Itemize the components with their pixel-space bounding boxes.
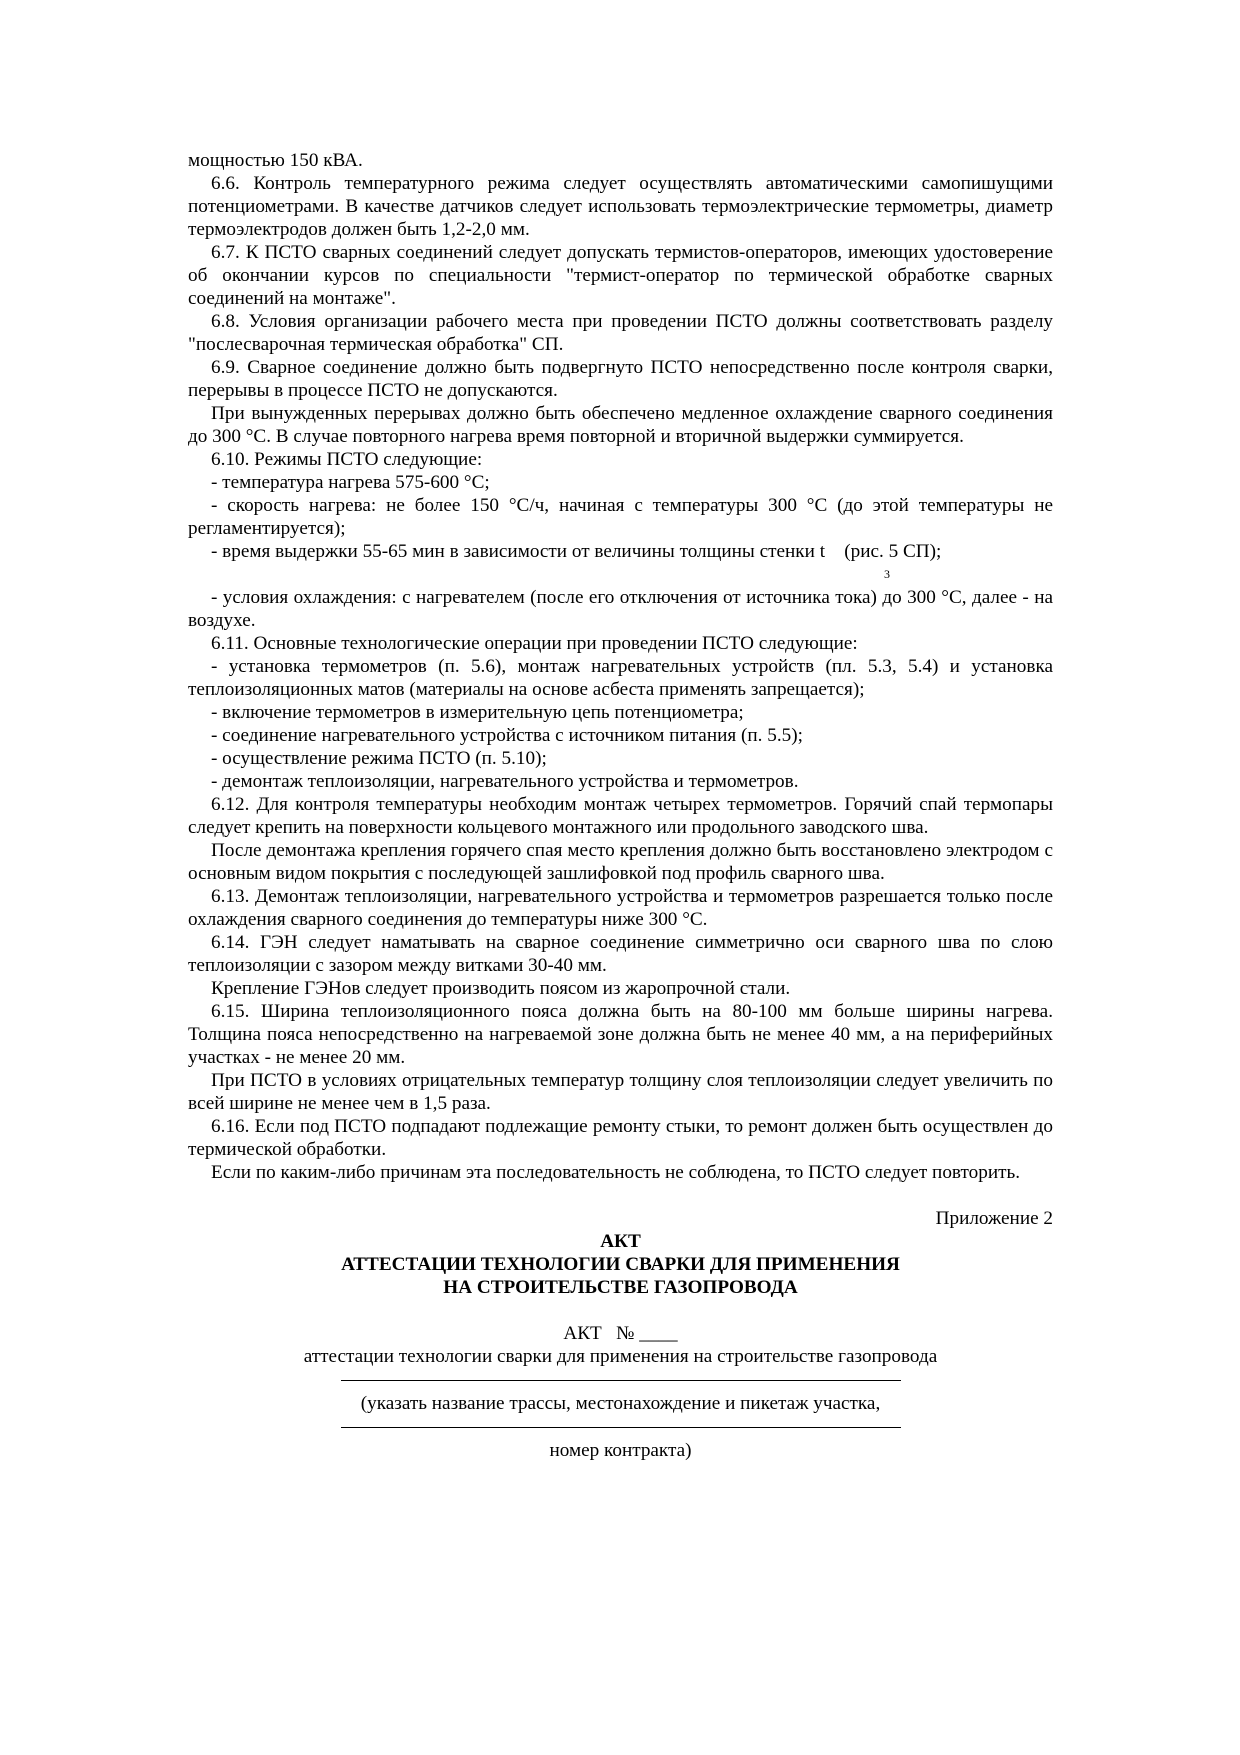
paragraph: При ПСТО в условиях отрицательных температур толщину слоя теплоизоляции следует увеличить по всей ширине не менее чем в 1,5 раза. (188, 1070, 1053, 1114)
paragraph: 6.6. Контроль температурного режима следует осуществлять автоматическими самопишущими потенциометрами. В качестве датчиков следует использовать термоэлектрические термометры, диаметр термоэлектродов должен быть 1,2-2,0 мм. (188, 173, 1053, 240)
paragraph: - демонтаж теплоизоляции, нагревательного устройства и термометров. (211, 771, 799, 792)
act-title-line-1: АТТЕСТАЦИИ ТЕХНОЛОГИИ СВАРКИ ДЛЯ ПРИМЕНЕНИЯ (341, 1254, 900, 1275)
paragraph: 6.16. Если под ПСТО подпадают подлежащие ремонту стыки, то ремонт должен быть осуществлен до термической обработки. (188, 1116, 1053, 1160)
paragraph: мощностью 150 кВА. (188, 150, 363, 171)
fill-in-line (341, 1379, 901, 1381)
paragraph: - соединение нагревательного устройства с источником питания (п. 5.5); (211, 725, 803, 746)
paragraph: - температура нагрева 575-600 °С; (211, 472, 490, 493)
hint-line-1: (указать название трассы, местонахождение и пикетаж участка, (360, 1393, 881, 1414)
spacer (188, 1299, 1053, 1322)
paragraph: - скорость нагрева: не более 150 °С/ч, начиная с температуры 300 °С (до этой температуры не регламентируется); (188, 495, 1053, 539)
spacer (188, 1184, 1053, 1207)
paragraph: - условия охлаждения: с нагревателем (после его отключения от источника тока) до 300 °С, далее - на воздухе. (188, 587, 1053, 631)
appendix-label: Приложение 2 (935, 1208, 1053, 1229)
paragraph: После демонтажа крепления горячего спая место крепления должно быть восстановлено электродом с основным видом покрытия с последующей зашлифовкой под профиль сварного шва. (188, 840, 1053, 884)
act-heading: АКТ (600, 1231, 641, 1252)
paragraph: 6.13. Демонтаж теплоизоляции, нагревательного устройства и термометров разрешается только после охлаждения сварного соединения до температуры ниже 300 °С. (188, 886, 1053, 930)
paragraph: Если по каким-либо причинам эта последовательность не соблюдена, то ПСТО следует повторить. (211, 1162, 1021, 1183)
subscript-index: 3 (884, 567, 890, 581)
paragraph: - установка термометров (п. 5.6), монтаж нагревательных устройств (пл. 5.3, 5.4) и установка теплоизоляционных матов (материалы на основе асбеста применять запрещается); (188, 656, 1053, 700)
act-title-line-2: НА СТРОИТЕЛЬСТВЕ ГАЗОПРОВОДА (443, 1277, 798, 1298)
act-subtitle: аттестации технологии сварки для применения на строительстве газопровода (303, 1346, 938, 1367)
act-number: АКТ № ____ (563, 1323, 678, 1344)
paragraph: 6.10. Режимы ПСТО следующие: (211, 449, 483, 470)
paragraph: Крепление ГЭНов следует производить поясом из жаропрочной стали. (211, 978, 791, 999)
hint-line-2: номер контракта) (549, 1440, 692, 1461)
paragraph: 6.8. Условия организации рабочего места при проведении ПСТО должны соответствовать разделу "послесварочная термическая обработка" СП. (188, 311, 1053, 355)
paragraph: - осуществление режима ПСТО (п. 5.10); (211, 748, 547, 769)
paragraph: 6.14. ГЭН следует наматывать на сварное соединение симметрично оси сварного шва по слою теплоизоляции с зазором между витками 30-40 мм. (188, 932, 1053, 976)
paragraph: - включение термометров в измерительную цепь потенциометра; (211, 702, 744, 723)
paragraph: 6.12. Для контроля температуры необходим монтаж четырех термометров. Горячий спай термопары следует крепить на поверхности кольцевого монтажного или продольного заводского шва. (188, 794, 1053, 838)
fill-in-line (341, 1426, 901, 1428)
document-body (188, 149, 1053, 1462)
paragraph: 6.11. Основные технологические операции при проведении ПСТО следующие: (211, 633, 858, 654)
paragraph: 6.9. Сварное соединение должно быть подвергнуто ПСТО непосредственно после контроля сварки, перерывы в процессе ПСТО не допускаются. (188, 357, 1053, 401)
paragraph: 6.7. К ПСТО сварных соединений следует допускать термистов-операторов, имеющих удостоверение об окончании курсов по специальности "термист-оператор по термической обработке сварных соединений на монтаже". (188, 242, 1053, 309)
paragraph: - время выдержки 55-65 мин в зависимости от величины толщины стенки t (рис. 5 СП); (211, 541, 942, 562)
paragraph: 6.15. Ширина теплоизоляционного пояса должна быть на 80-100 мм больше ширины нагрева. Толщина пояса непосредственно на нагреваемой зоне должна быть не менее 40 мм, а на периферийных участках - не менее 20 мм. (188, 1001, 1053, 1068)
paragraph: При вынужденных перерывах должно быть обеспечено медленное охлаждение сварного соединения до 300 °С. В случае повторного нагрева время повторной и вторичной выдержки суммируется. (188, 403, 1053, 447)
